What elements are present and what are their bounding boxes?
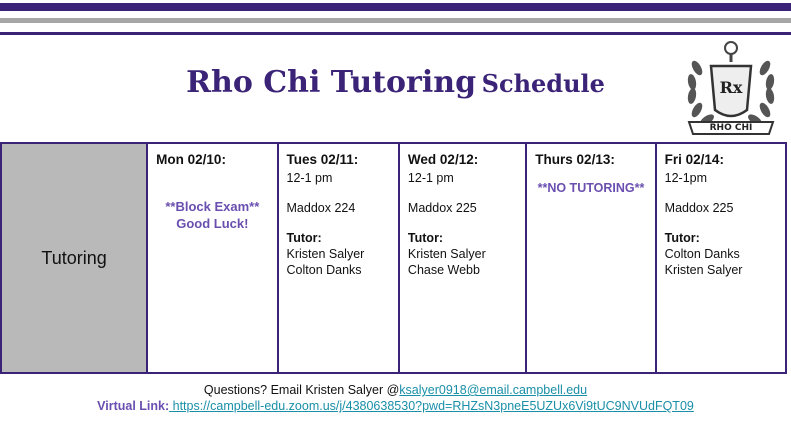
tutor-name: Kristen Salyer [664, 263, 743, 277]
top-rule-gray [0, 18, 791, 23]
day-cell-fri [657, 144, 785, 372]
logo-ribbon-text: RHO CHI [709, 123, 753, 133]
tutor-name: Kristen Salyer [286, 247, 365, 261]
tutor-name: Chase Webb [407, 263, 480, 277]
session-time: 12-1pm [664, 171, 708, 185]
session-time: 12-1 pm [286, 171, 333, 185]
tutor-name: Colton Danks [286, 263, 362, 277]
rho-chi-logo [683, 38, 779, 142]
day-cell-wed [400, 144, 527, 372]
tutor-name: Kristen Salyer [407, 247, 486, 261]
schedule-table [0, 142, 787, 374]
note-line: **Block Exam** [165, 199, 260, 214]
questions-line [0, 383, 791, 397]
session-room: Maddox 224 [286, 201, 356, 215]
questions-text: Questions? Email Kristen Salyer @ [203, 383, 400, 397]
block-exam-note [156, 198, 268, 232]
row-label-tutoring: Tutoring [2, 144, 148, 372]
session-time: 12-1 pm [407, 171, 454, 185]
title-sub: Schedule [481, 69, 605, 98]
tutor-name: Colton Danks [664, 247, 740, 261]
day-heading: Tues 02/11: [286, 152, 359, 167]
day-heading: Fri 02/14: [664, 152, 724, 167]
tutor-label: Tutor: [664, 231, 700, 245]
day-cell-thu [527, 144, 656, 372]
title-main: Rho Chi Tutoring [186, 65, 477, 100]
no-tutoring-note: **NO TUTORING** [537, 181, 645, 195]
day-heading: Wed 02/12: [407, 152, 479, 167]
zoom-link[interactable]: https://campbell-edu.zoom.us/j/4380638530?pwd=RHZsN3pneE5UZUx6Vi9tUC9NVUdFQT09 [169, 399, 694, 413]
top-rule-thin [0, 32, 791, 35]
top-rule-purple [0, 3, 791, 11]
tutor-label: Tutor: [286, 231, 322, 245]
session-room: Maddox 225 [664, 201, 734, 215]
email-link[interactable]: ksalyer0918@email.campbell.edu [399, 383, 588, 397]
note-line: Good Luck! [176, 216, 249, 231]
virtual-link-label: Virtual Link: [97, 399, 170, 413]
day-cell-mon [148, 144, 278, 372]
logo-symbol: Rx [719, 78, 743, 97]
day-heading: Mon 02/10: [156, 152, 226, 167]
day-cell-tue [279, 144, 400, 372]
tutor-label: Tutor: [407, 231, 444, 245]
virtual-link-line [0, 399, 791, 413]
day-heading: Thurs 02/13: [535, 152, 615, 167]
page-title [0, 65, 791, 100]
session-room: Maddox 225 [407, 201, 477, 215]
